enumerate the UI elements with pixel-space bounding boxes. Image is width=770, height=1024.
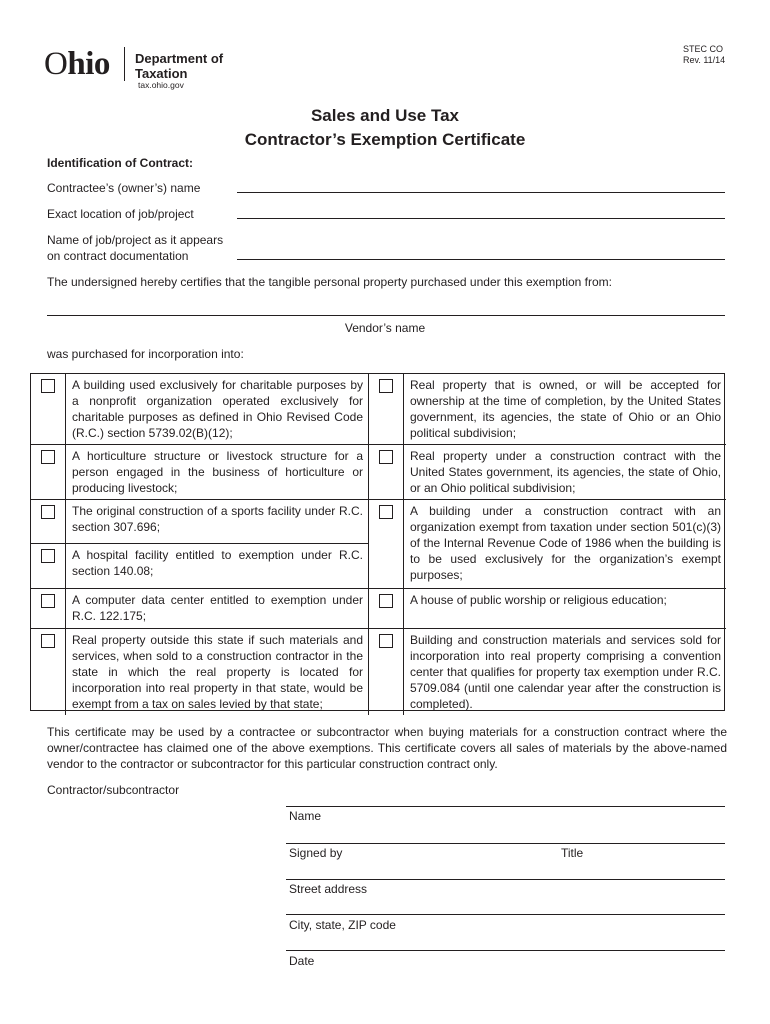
exemptions-right-column [369,374,726,715]
checkbox-cell [31,544,66,588]
usage-note: This certificate may be used by a contractee or subcontractor when buying materials for a construction contract where the owner/contractee has claimed one of the above exemptions. This certificate covers all sales of materials by the above-named vendor to the contractor or subcontractor for this particular construction contract only. [47,725,727,771]
exemption-text: The original construction of a sports facility under R.C. section 307.696; [72,504,363,534]
job-name-label [47,232,223,264]
exemption-text: A hospital facility entitled to exemption under R.C. section 140.08; [72,548,363,578]
signature-field[interactable] [286,843,725,844]
street-address-field[interactable] [286,879,725,880]
exemption-checkbox-501c3[interactable] [379,505,393,519]
exemption-checkbox-out-of-state[interactable] [41,634,55,648]
city-state-zip-label: City, state, ZIP code [289,918,396,932]
incorporation-text: was purchased for incorporation into: [47,347,244,361]
exemptions-left-column [31,374,369,715]
job-name-field[interactable] [237,259,725,260]
page-title [0,104,770,152]
street-address-label: Street address [289,882,368,896]
ohio-logo [44,46,110,82]
exemption-checkbox-horticulture[interactable] [41,450,55,464]
certification-statement: The undersigned hereby certifies that the tangible personal property purchased under this exemption from: [47,275,612,289]
location-label: Exact location of job/project [47,207,194,221]
city-state-zip-field[interactable] [286,914,725,915]
exemption-text: A building under a construction contract with an organization exempt from taxation under section 501(c)(3) of the Internal Revenue Code of 1986 when the building is to be used exclusively for the organization’s exempt purposes; [410,504,721,582]
exemption-checkbox-convention-center[interactable] [379,634,393,648]
contractor-name-field[interactable] [286,806,725,807]
date-label: Date [289,954,315,968]
name-label: Name [289,809,322,823]
vendor-name-field[interactable] [47,315,725,316]
department-line1: Department of [135,51,224,66]
checkbox-cell [369,374,404,444]
job-name-label-line2: on contract documentation [47,249,189,263]
title-label: Title [561,846,584,860]
exemption-text: Real property that is owned, or will be accepted for ownership at the time of completion, by the United States government, its agencies, the state of Ohio or an Ohio political subdivision; [410,378,721,440]
logo-letter-o: O [44,46,68,82]
exemption-text: Building and construction materials and services sold for incorporation into real property comprising a convention center that qualifies for property tax exemption under R.C. 5709.084 (until one calendar year after the construction is completed). [410,633,721,711]
form-revision: Rev. 11/14 [683,55,726,65]
date-field[interactable] [286,950,725,951]
exemption-row [31,629,368,715]
department-name [135,51,223,81]
exemption-row [369,589,726,629]
signed-by-label: Signed by [289,846,343,860]
exemption-row [369,374,726,445]
contractor-heading: Contractor/subcontractor [47,783,180,797]
exemption-checkbox-sports-facility[interactable] [41,505,55,519]
exemption-row [31,544,368,589]
job-name-label-line1: Name of job/project as it appears [47,233,224,247]
exemption-text: A computer data center entitled to exemption under R.C. 122.175; [72,593,363,623]
exemption-row [369,500,726,589]
checkbox-cell [31,445,66,499]
contractee-label: Contractee’s (owner’s) name [47,181,201,195]
department-line2: Taxation [135,66,188,81]
exemption-row [369,445,726,500]
exemption-checkbox-government-owned[interactable] [379,379,393,393]
checkbox-cell [31,589,66,628]
checkbox-cell [369,629,404,715]
website-link[interactable]: tax.ohio.gov [138,80,184,90]
form-id: STEC CO [683,44,724,54]
exemption-checkbox-government-contract[interactable] [379,450,393,464]
exemption-checkbox-data-center[interactable] [41,594,55,608]
checkbox-cell [31,374,66,444]
exemption-checkbox-worship[interactable] [379,594,393,608]
exemptions-table [30,373,725,711]
exemption-text: A building used exclusively for charitable purposes by a nonprofit organization operated exclusively for charitable purposes as defined in Ohio Revised Code (R.C.) section 5739.02(B)(12); [72,378,363,440]
job-location-field[interactable] [237,218,725,219]
exemption-checkbox-charitable[interactable] [41,379,55,393]
title-line2: Contractor’s Exemption Certificate [244,130,526,149]
checkbox-cell [369,500,404,588]
vendor-name-label: Vendor’s name [344,321,426,335]
title-line1: Sales and Use Tax [310,106,460,125]
checkbox-cell [369,445,404,499]
identification-heading: Identification of Contract: [47,156,193,170]
exemption-text: A house of public worship or religious education; [410,593,667,607]
exemption-row [31,445,368,500]
exemption-text: Real property under a construction contract with the United States government, its agencies, the state of Ohio, or an Ohio political subdivision; [410,449,721,495]
exemption-row [369,629,726,715]
exemption-text: A horticulture structure or livestock structure for a person engaged in the business of horticulture or producing livestock; [72,449,363,495]
form-code [683,44,725,66]
exemption-row [31,500,368,544]
checkbox-cell [369,589,404,628]
logo-divider [124,47,125,81]
checkbox-cell [31,629,66,715]
exemption-row [31,374,368,445]
exemption-checkbox-hospital[interactable] [41,549,55,563]
exemption-text: Real property outside this state if such materials and services, when sold to a construction contractor in the state in which the real property is located for incorporation into real property in that state, would be exempt from a tax on sales levied by that state; [72,633,363,711]
contractee-name-field[interactable] [237,192,725,193]
exemption-row [31,589,368,629]
logo-letters: hio [67,46,110,82]
checkbox-cell [31,500,66,543]
